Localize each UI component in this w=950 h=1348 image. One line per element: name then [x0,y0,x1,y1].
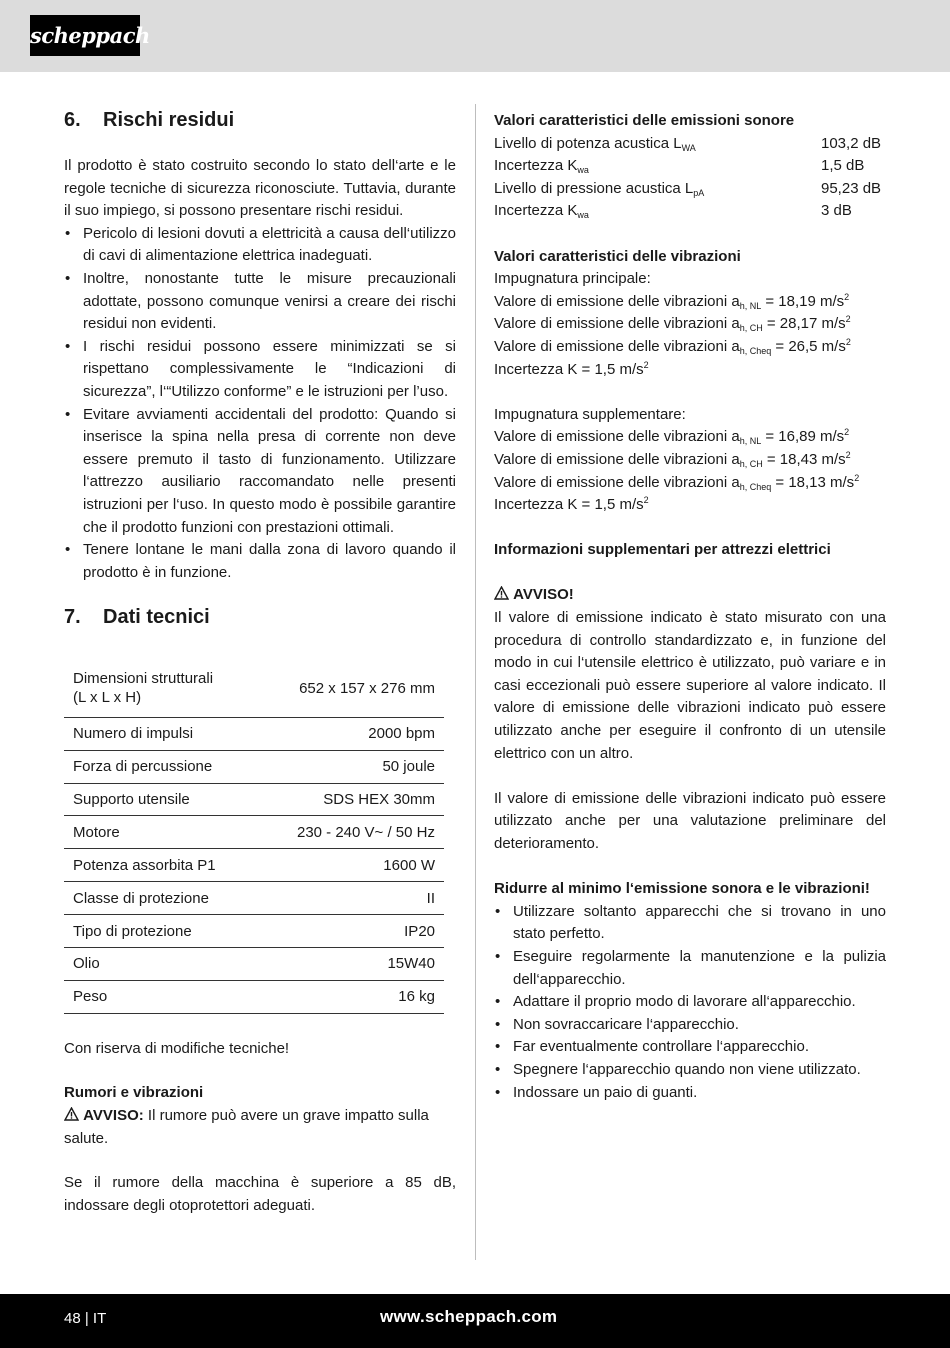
residual-risks-list [64,223,456,585]
spec-label: Olio [64,948,257,981]
spec-value: 15W40 [257,948,444,981]
spec-value: 652 x 157 x 276 mm [257,659,444,717]
table-row [64,816,444,849]
sound-emission-heading: Valori caratteristici delle emissioni sonore [494,112,795,129]
section-7-heading: 7. Dati tecnici [64,606,210,629]
ear-protection-note: Se il rumore della macchina è superiore a 85 dB, indossare degli otoprotettori adeguati. [64,1174,456,1214]
spec-label: Forza di percussione [64,750,257,783]
list-item: • I rischi residui possono essere minimizzati se si rispettano complessivamente le “Indicazioni di sicurezza”, l‘“Utilizzo conforme” e le istruzioni per l’uso. [64,336,456,404]
uncertainty-main: Incertezza K = 1,5 $m/s^2$ [494,359,649,378]
column-divider [475,104,476,1260]
table-row [64,948,444,981]
residual-risks-intro: Il prodotto è stato costruito secondo lo stato dell‘arte e le regole tecniche di sicurezza riconosciute. Tuttavia, durante il suo impiego, si possono presentare rischi residui. [64,157,456,220]
list-item: • Adattare il proprio modo di lavorare all‘apparecchio. [494,991,886,1014]
spec-label: Motore [64,816,257,849]
main-grip-label: Impugnatura principale: [494,270,651,288]
reduce-emission-heading: Ridurre al minimo l‘emissione sonora e le vibrazioni! [494,880,870,898]
list-item: • Non sovraccaricare l‘apparecchio. [494,1014,886,1037]
spec-label: Dimensioni strutturali (L x L x H) [64,659,257,717]
technical-changes-note: Con riserva di modifiche tecniche! [64,1039,290,1057]
list-item: • Indossare un paio di guanti. [494,1082,886,1105]
table-row [64,849,444,882]
uncertainty-aux: Incertezza K = 1,5 $m/s^2$ [494,495,649,514]
list-item: • Pericolo di lesioni dovuti a elettricità a causa dell‘utilizzo di cavi di alimentazione elettrica inadeguati. [64,223,456,268]
spec-value: 2000 bpm [257,717,444,750]
sound-row: Livello di pressione acustica $L_{pA}$ 95,23 dB [494,179,882,198]
sound-row: Livello di potenza acustica $L_{WA}$ 103,2 dB [494,134,882,153]
spec-label: Tipo di protezione [64,915,257,948]
header-bar [0,0,950,72]
table-row [64,882,444,915]
list-item: • Eseguire regolarmente la manutenzione e la pulizia dell‘apparecchio. [494,946,886,991]
table-row [64,915,444,948]
technical-data-table [64,659,444,1014]
warning-triangle-icon [64,1107,79,1121]
spec-value: SDS HEX 30mm [257,783,444,816]
list-item: • Evitare avviamenti accidentali del prodotto: Quando si inserisce la spina nella presa di corrente non deve essere premuto il tasto di funzionamento. Utilizzare l‘attrezzo ausiliario raccomandato nelle presenti istruzioni per l‘uso. In questo modo è possibile garantire che il prodotto funzioni con prestazioni ottimali. [64,404,456,540]
spec-label: Supporto utensile [64,783,257,816]
warning-heading: AVVISO! [494,584,886,607]
table-row [64,980,444,1013]
spec-value: 16 kg [257,980,444,1013]
page-number: 48 | IT [64,1310,107,1327]
spec-value: 1600 W [257,849,444,882]
vibration-heading: Valori caratteristici delle vibrazioni [494,247,741,265]
spec-value: IP20 [257,915,444,948]
right-column [494,110,886,1104]
spec-value: 230 - 240 V~ / 50 Hz [257,816,444,849]
website-url: www.scheppach.com [380,1307,558,1326]
noise-warning: AVVISO: Il rumore può avere un grave impatto sulla salute. [64,1106,429,1147]
noise-vibration-heading: Rumori e vibrazioni [64,1084,204,1102]
sound-row: Incertezza $K_{wa}$ 3 dB [494,202,852,221]
list-item: • Spegnere l‘apparecchio quando non viene utilizzato. [494,1059,886,1082]
vibration-row: Valore di emissione delle vibrazioni $a_{h, Cheq} = 26,5$ $m/s^2$ [494,336,851,356]
footer-bar [0,1294,950,1348]
brand-logo: scheppach [30,15,140,56]
spec-label: Numero di impulsi [64,717,257,750]
table-row [64,750,444,783]
spec-label: Classe di protezione [64,882,257,915]
vibration-row: Valore di emissione delle vibrazioni $a_{h, NL} = 16,89$ $m/s^2$ [494,427,850,447]
spec-value: II [257,882,444,915]
spec-value: 50 joule [257,750,444,783]
list-item: • Tenere lontane le mani dalla zona di lavoro quando il prodotto è in funzione. [64,539,456,584]
warning-triangle-icon [494,586,509,600]
list-item: • Utilizzare soltanto apparecchi che si trovano in uno stato perfetto. [494,901,886,946]
table-row [64,717,444,750]
spec-label: Potenza assorbita P1 [64,849,257,882]
left-column [64,106,456,1217]
vibration-row: Valore di emissione delle vibrazioni $a_{h, CH} = 18,43$ $m/s^2$ [494,449,851,469]
table-row [64,659,444,717]
emission-note-1: Il valore di emissione indicato è stato misurato con una procedura di controllo standardizzato e, in funzione del modo in cui l‘utensile elettrico è utilizzato, può variare e in casi eccezionali può essere superiore al valore indicato. Il valore di emissione delle vibrazioni indicato può essere utilizzato anche per eseguire il confronto di un utensile elettrico con un altro. [494,609,886,762]
table-row [64,783,444,816]
list-item: • Far eventualmente controllare l‘apparecchio. [494,1036,886,1059]
section-6-heading: 6. Rischi residui [64,109,235,131]
supplementary-info-heading: Informazioni supplementari per attrezzi elettrici [494,541,831,559]
aux-grip-label: Impugnatura supplementare: [494,405,686,423]
sound-row: Incertezza $K_{wa}$ 1,5 dB [494,157,865,176]
reduce-emission-list [494,901,886,1104]
vibration-row: Valore di emissione delle vibrazioni $a_{h, Cheq} = 18,13$ $m/s^2$ [494,472,860,492]
list-item: • Inoltre, nonostante tutte le misure precauzionali adottate, possono comunque venirsi a creare dei rischi residui non evidenti. [64,268,456,336]
spec-label: Peso [64,980,257,1013]
vibration-row: Valore di emissione delle vibrazioni $a_{h, CH} = 28,17$ $m/s^2$ [494,314,851,334]
emission-note-2: Il valore di emissione delle vibrazioni indicato può essere utilizzato anche per una valutazione preliminare del deterioramento. [494,789,886,852]
vibration-row: Valore di emissione delle vibrazioni $a_{h, NL} = 18,19$ $m/s^2$ [494,291,850,311]
